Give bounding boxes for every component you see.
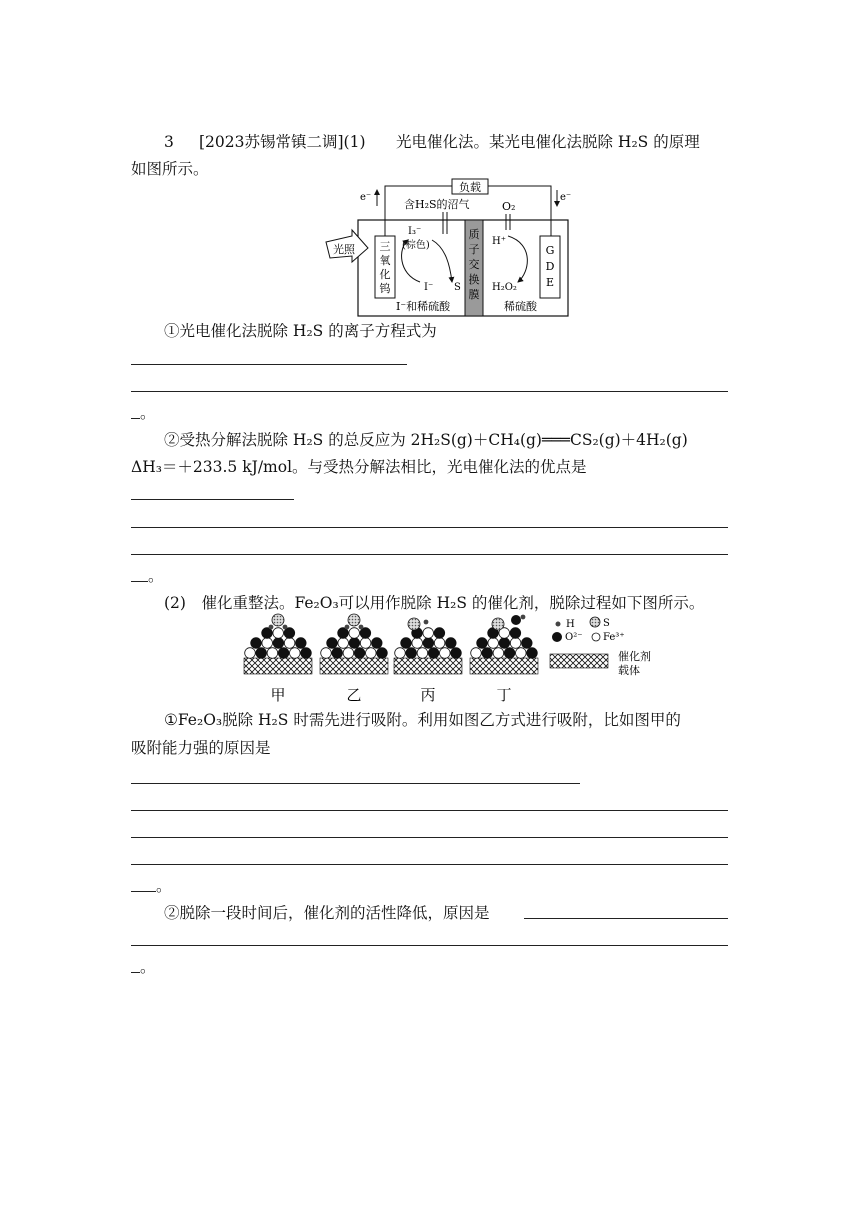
wo3-char-3: 化 [379,268,391,281]
legend-support-marker [550,654,608,668]
lattice-atom [446,638,457,649]
adsorption-diagram [240,612,680,704]
answer-line [131,527,728,528]
lattice-atom [332,648,343,659]
wo3-char-4: 钨 [379,282,391,295]
membrane-char-5: 膜 [468,288,480,301]
question-number: 3 [164,133,174,151]
hydrogen-atom [269,625,274,630]
lattice-atom [301,648,312,659]
iodide-label: I⁻ [424,282,434,293]
membrane-char-3: 交 [468,258,480,271]
lattice-atom [267,648,278,659]
wo3-char-2: 氧 [379,254,391,267]
sulfur-atom [492,618,504,630]
left-solution-label: I⁻和稀硫酸 [396,300,451,313]
lattice-atom [423,638,434,649]
support-layer [244,658,312,674]
lattice-atom [510,628,521,639]
lattice-atom [412,638,423,649]
proton-label: H⁺ [492,236,506,247]
legend-h-marker [556,622,561,627]
lattice-atom [477,638,488,649]
legend-h: H [566,619,575,630]
answer-line [131,418,140,419]
hydrogen-atom [521,615,526,620]
q2-1-line2: 吸附能力强的原因是 [131,739,271,757]
lattice-atom [256,648,267,659]
lattice-atom [428,648,439,659]
sulfur-atom [348,614,360,626]
lattice-atom [499,638,510,649]
lattice-atom [273,628,284,639]
lattice-atom [377,648,388,659]
answer-line [131,837,728,838]
lattice-atom [296,638,307,649]
q1-2-line1: ②受热分解法脱除 H₂S 的总反应为 2H₂S(g)＋CH₄(g)═══CS₂(g)＋4H₂(g) [164,431,688,449]
lattice-atom [527,648,538,659]
lattice-atom [251,638,262,649]
lattice-atom [290,648,301,659]
lattice-atom [372,638,383,649]
gde-char-2: D [545,260,555,273]
lattice-atom [471,648,482,659]
lattice-atom [493,648,504,659]
legend-support-1: 催化剂 [618,650,651,663]
triiodide-label: I₃⁻ [408,226,422,237]
answer-line [524,918,728,919]
h2o2-label: H₂O₂ [492,282,517,293]
lattice-atom [451,648,462,659]
end-mark: 。 [148,567,164,585]
hydrogen-atom [359,625,364,630]
legend-support-2: 载体 [618,664,640,677]
hydrogen-atom [424,620,429,625]
lattice-atom [488,638,499,649]
electron-right-label: e⁻ [560,192,572,203]
gde-char-3: E [545,276,555,289]
lattice-atom [273,638,284,649]
electron-left-label: e⁻ [360,192,372,203]
q2-1-line1: ①Fe₂O₃脱除 H₂S 时需先进行吸附。利用如图乙方式进行吸附，比如图甲的 [164,711,681,729]
legend-o-marker [552,632,562,642]
oxygen-atom [511,615,521,625]
lattice-atom [349,638,360,649]
end-mark: 。 [140,958,156,976]
answer-line [131,364,407,365]
o2-label: O₂ [502,200,516,213]
lattice-atom [522,638,533,649]
lattice-atom [482,648,493,659]
lattice-atom [510,638,521,649]
answer-line [131,864,728,865]
support-layer [470,658,538,674]
lattice-atom [245,648,256,659]
part1-title: 光电催化法。某光电催化法脱除 H₂S 的原理 [396,133,700,151]
legend-s: S [603,618,610,629]
part2-title: (2) 催化重整法。Fe₂O₃可以用作脱除 H₂S 的催化剂，脱除过程如下图所示。 [164,594,705,612]
lattice-atom [321,648,332,659]
hydrogen-atom [283,625,288,630]
sulfur-label: S [454,282,461,293]
answer-line [131,783,580,784]
part1-title-cont: 如图所示。 [131,160,209,178]
lattice-atom [278,648,289,659]
answer-line [131,891,156,892]
membrane-char-1: 质 [468,228,480,241]
lattice-atom [343,648,354,659]
label-ding: 丁 [496,686,512,704]
answer-line [131,810,728,811]
membrane-char-4: 换 [468,273,480,286]
end-mark: 。 [156,877,172,895]
answer-line [131,945,728,946]
sulfur-atom [408,618,420,630]
lattice-atom [423,628,434,639]
lattice-atom [284,638,295,649]
brown-label: (棕色) [402,240,430,251]
lattice-atom [417,648,428,659]
lattice-atom [262,638,273,649]
q1-1-prompt: ①光电催化法脱除 H₂S 的离子方程式为 [164,322,437,340]
lattice-atom [401,638,412,649]
question-source: [2023苏锡常镇二调](1) [199,133,366,151]
legend-fe: Fe³⁺ [603,632,625,643]
answer-line [131,391,728,392]
membrane-char-2: 子 [468,243,480,256]
hydrogen-atom [345,625,350,630]
answer-line [131,972,140,973]
label-bing: 丙 [420,686,436,704]
lattice-atom [366,648,377,659]
answer-line [131,499,294,500]
lattice-atom [327,638,338,649]
photoelectrocatalysis-diagram [322,178,572,320]
lattice-atom [354,648,365,659]
lattice-atom [395,648,406,659]
sulfur-atom [272,614,284,626]
lattice-atom [434,628,445,639]
right-solution-label: 稀硫酸 [504,300,537,313]
end-mark: 。 [140,404,156,422]
label-yi: 乙 [346,686,362,704]
lattice-atom [516,648,527,659]
light-label: 光照 [333,243,355,256]
gas-in-label: 含H₂S的沼气 [404,198,470,211]
gde-char-1: G [545,244,555,257]
legend-fe-marker [592,633,600,641]
lattice-atom [360,638,371,649]
q1-2-line2: ΔH₃＝＋233.5 kJ/mol。与受热分解法相比，光电催化法的优点是 [131,458,587,476]
q2-2-prompt: ②脱除一段时间后，催化剂的活性降低，原因是 [164,904,490,922]
lattice-atom [406,648,417,659]
lattice-atom [440,648,451,659]
load-label: 负载 [459,181,481,194]
lattice-atom [504,648,515,659]
legend-s-marker [590,617,600,627]
support-layer [320,658,388,674]
lattice-atom [349,628,360,639]
wo3-char-1: 三 [379,240,391,253]
support-layer [394,658,462,674]
answer-line [131,554,728,555]
answer-line [131,581,148,582]
lattice-atom [338,638,349,649]
label-jia: 甲 [270,686,286,704]
legend-o: O²⁻ [565,632,583,643]
lattice-atom [434,638,445,649]
